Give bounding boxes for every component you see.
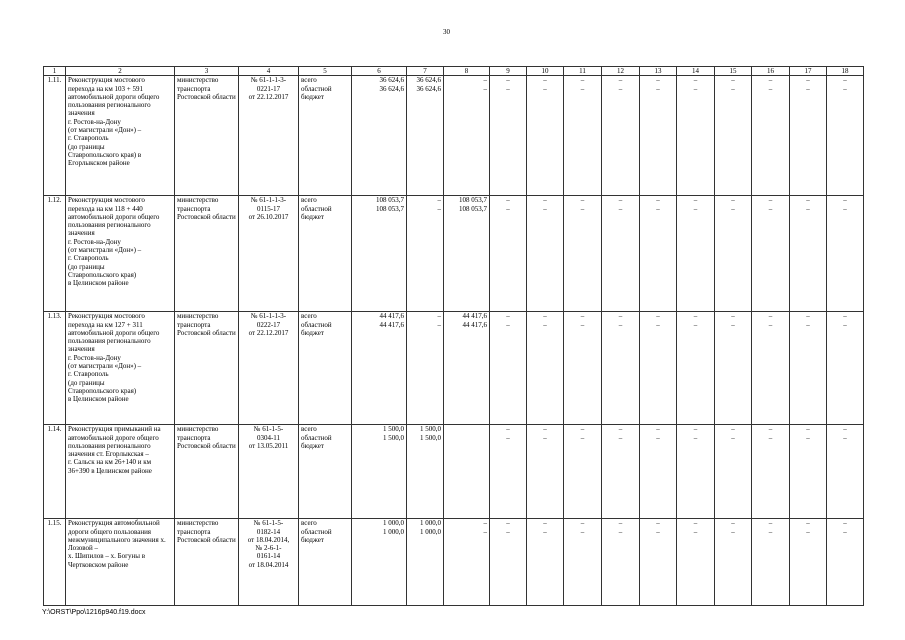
source-total: всего: [301, 196, 317, 205]
column-header: 17: [790, 67, 827, 76]
amount-total: 44 417,6: [379, 312, 404, 321]
amount-cell: [602, 519, 640, 606]
amount-total: 1 500,0: [383, 425, 404, 434]
column-header: 2: [66, 67, 175, 76]
amount-total: –: [693, 196, 698, 205]
amount-cell: [715, 519, 752, 606]
object-name: Реконструкция автомобильной дороги общего пользования межмуниципального значения х. Лозовой – х. Шипилов – х. Богуны в Чертковском районе: [66, 519, 175, 606]
amount-regional: 1 000,0: [383, 527, 404, 536]
amount-regional: 1 500,0: [420, 433, 441, 442]
amount-regional: –: [843, 320, 847, 329]
amount-total: 1 000,0: [420, 519, 441, 528]
amount-cell: [827, 76, 864, 196]
amount-regional: –: [693, 84, 698, 93]
table-row: [44, 196, 864, 312]
amount-regional: –: [731, 204, 735, 213]
amount-total: –: [543, 76, 547, 85]
amount-total: –: [768, 425, 773, 434]
amount-regional: 44 417,6: [379, 320, 404, 329]
amount-cell: [352, 196, 407, 312]
amount-regional: 108 053,7: [376, 204, 404, 213]
object-name: Реконструкция примыканий на автомобильной дороге общего пользования регионального значения ст. Егорлыкская – г. Сальск на км 26+140 и км 36+390 в Целинском районе: [66, 425, 175, 519]
amount-cell: [827, 312, 864, 425]
amount-cell: [602, 425, 640, 519]
executor: министерство транспорта Ростовской области: [175, 312, 239, 425]
column-header: 16: [752, 67, 790, 76]
amount-regional: 44 417,6: [462, 320, 487, 329]
amount-cell: [564, 519, 602, 606]
amount-total: –: [806, 519, 810, 528]
amount-regional: –: [693, 527, 698, 536]
amount-regional: –: [656, 527, 660, 536]
amount-total: –: [693, 76, 698, 85]
amount-cell: [407, 76, 444, 196]
amount-cell: [352, 76, 407, 196]
amount-cell: [527, 76, 564, 196]
amount-regional: –: [543, 320, 547, 329]
amount-total: –: [506, 312, 510, 321]
amount-regional: –: [656, 320, 660, 329]
amount-cell: [677, 425, 715, 519]
amount-cell: [490, 312, 527, 425]
amount-total: –: [506, 425, 510, 434]
amount-total: –: [768, 312, 773, 321]
source-regional: областной бюджет: [301, 204, 332, 221]
amount-cell: [352, 519, 407, 606]
amount-total: –: [843, 196, 847, 205]
amount-total: –: [437, 196, 441, 205]
table-row: [44, 312, 864, 425]
amount-cell: [407, 312, 444, 425]
amount-cell: [790, 425, 827, 519]
amount-regional: –: [768, 204, 773, 213]
column-header-row: [44, 67, 864, 76]
amount-cell: [490, 196, 527, 312]
amount-total: –: [843, 76, 847, 85]
amount-regional: –: [543, 433, 547, 442]
row-number: 1.12.: [44, 196, 66, 312]
amount-total: –: [656, 519, 660, 528]
amount-cell: [352, 312, 407, 425]
amount-cell: [564, 196, 602, 312]
amount-total: –: [768, 196, 773, 205]
amount-regional: –: [618, 204, 623, 213]
amount-regional: –: [806, 84, 810, 93]
page-number: 30: [443, 28, 450, 36]
amount-regional: –: [618, 320, 623, 329]
amount-cell: [752, 312, 790, 425]
amount-regional: 1 500,0: [383, 433, 404, 442]
amount-regional: –: [506, 84, 510, 93]
amount-cell: [527, 312, 564, 425]
executor: министерство транспорта Ростовской области: [175, 425, 239, 519]
funding-source: [299, 312, 352, 425]
amount-cell: [407, 519, 444, 606]
amount-regional: –: [806, 204, 810, 213]
amount-total: –: [806, 312, 810, 321]
amount-total: –: [656, 196, 660, 205]
amount-regional: –: [693, 320, 698, 329]
amount-cell: [602, 196, 640, 312]
amount-cell: [407, 425, 444, 519]
amount-cell: [640, 312, 677, 425]
funding-source: [299, 196, 352, 312]
amount-total: –: [543, 519, 547, 528]
amount-total: –: [580, 312, 585, 321]
amount-regional: –: [618, 433, 623, 442]
amount-total: –: [543, 425, 547, 434]
amount-cell: [640, 425, 677, 519]
column-header: 4: [239, 67, 299, 76]
amount-total: –: [580, 76, 585, 85]
amount-regional: [446, 434, 487, 442]
amount-regional: –: [618, 527, 623, 536]
amount-cell: [790, 196, 827, 312]
amount-regional: –: [543, 204, 547, 213]
amount-total: –: [580, 519, 585, 528]
amount-total: –: [843, 519, 847, 528]
amount-total: –: [506, 519, 510, 528]
amount-regional: –: [483, 84, 487, 93]
amount-regional: –: [656, 433, 660, 442]
amount-total: –: [506, 76, 510, 85]
amount-cell: [527, 425, 564, 519]
amount-regional: –: [656, 84, 660, 93]
amount-cell: [827, 519, 864, 606]
amount-cell: [715, 76, 752, 196]
amount-cell: [407, 196, 444, 312]
amount-total: –: [768, 76, 773, 85]
amount-regional: –: [580, 204, 585, 213]
amount-total: –: [731, 425, 735, 434]
amount-cell: [527, 196, 564, 312]
amount-regional: –: [543, 527, 547, 536]
budget-table: [43, 66, 864, 606]
amount-regional: –: [437, 320, 441, 329]
amount-regional: –: [693, 433, 698, 442]
amount-total: –: [731, 312, 735, 321]
column-header: 14: [677, 67, 715, 76]
amount-total: –: [580, 425, 585, 434]
table-row: [44, 76, 864, 196]
amount-cell: [352, 425, 407, 519]
amount-total: –: [618, 312, 623, 321]
amount-regional: –: [580, 527, 585, 536]
amount-total: 108 053,7: [376, 196, 404, 205]
amount-regional: 36 624,6: [379, 84, 404, 93]
amount-cell: [444, 196, 490, 312]
amount-cell: [677, 196, 715, 312]
amount-total: 1 000,0: [383, 519, 404, 528]
amount-total: 1 500,0: [420, 425, 441, 434]
amount-total: –: [543, 312, 547, 321]
amount-cell: [527, 519, 564, 606]
amount-cell: [752, 425, 790, 519]
document-ref: № 61-1-1-3- 0222-17 от 22.12.2017: [239, 312, 299, 425]
amount-cell: [490, 425, 527, 519]
amount-total: –: [693, 519, 698, 528]
amount-regional: –: [580, 84, 585, 93]
amount-cell: [564, 425, 602, 519]
column-header: 10: [527, 67, 564, 76]
amount-total: –: [580, 196, 585, 205]
amount-regional: –: [580, 433, 585, 442]
object-name: Реконструкция мостового перехода на км 103 + 591 автомобильной дороги общего пользования регионального значения г. Ростов-на-Дону (от магистрали «Дон») – г. Ставрополь (до границы Ставропольского края) в Егорлыкском районе: [66, 76, 175, 196]
amount-cell: [490, 76, 527, 196]
amount-total: –: [843, 425, 847, 434]
amount-regional: –: [543, 84, 547, 93]
object-name: Реконструкция мостового перехода на км 127 + 311 автомобильной дороги общего пользования регионального значения г. Ростов-на-Дону (от магистрали «Дон») – г. Ставрополь (до границы Ставропольского края) в Целинском районе: [66, 312, 175, 425]
funding-source: [299, 425, 352, 519]
document-ref: № 61-1-5- 0182-14 от 18.04.2014, № 2-6-1- 0161-14 от 18.04.2014: [239, 519, 299, 606]
amount-regional: –: [731, 433, 735, 442]
amount-cell: [602, 312, 640, 425]
source-total: всего: [301, 312, 317, 321]
amount-total: –: [483, 76, 487, 85]
amount-total: –: [543, 196, 547, 205]
amount-total: –: [437, 312, 441, 321]
source-regional: областной бюджет: [301, 320, 332, 337]
amount-cell: [677, 312, 715, 425]
amount-regional: –: [731, 527, 735, 536]
amount-cell: [677, 76, 715, 196]
document-ref: № 61-1-5- 0304-11 от 13.05.2011: [239, 425, 299, 519]
column-header: 12: [602, 67, 640, 76]
document-ref: № 61-1-1-3- 0115-17 от 26.10.2017: [239, 196, 299, 312]
column-header: 6: [352, 67, 407, 76]
amount-total: –: [693, 312, 698, 321]
amount-total: –: [806, 196, 810, 205]
amount-regional: –: [437, 204, 441, 213]
source-total: всего: [301, 76, 317, 85]
amount-cell: [715, 425, 752, 519]
row-number: 1.14.: [44, 425, 66, 519]
amount-total: –: [731, 76, 735, 85]
amount-total: 36 624,6: [379, 76, 404, 85]
amount-cell: [752, 76, 790, 196]
column-header: 1: [44, 67, 66, 76]
amount-regional: –: [506, 320, 510, 329]
amount-total: –: [656, 425, 660, 434]
amount-regional: –: [768, 433, 773, 442]
column-header: 3: [175, 67, 239, 76]
table-row: [44, 519, 864, 606]
amount-cell: [827, 425, 864, 519]
funding-source: [299, 519, 352, 606]
amount-regional: –: [731, 320, 735, 329]
file-path-footer: Y:\ORST\Ppo\1216p940.f19.docx: [42, 609, 146, 616]
column-header: 18: [827, 67, 864, 76]
amount-total: –: [656, 312, 660, 321]
amount-total: –: [843, 312, 847, 321]
amount-cell: [602, 76, 640, 196]
amount-total: –: [618, 519, 623, 528]
amount-total: –: [656, 76, 660, 85]
amount-regional: –: [731, 84, 735, 93]
amount-total: –: [731, 519, 735, 528]
amount-cell: [640, 76, 677, 196]
amount-regional: –: [580, 320, 585, 329]
amount-total: –: [618, 425, 623, 434]
document-ref: № 61-1-1-3- 0221-17 от 22.12.2017: [239, 76, 299, 196]
column-header: 13: [640, 67, 677, 76]
source-regional: областной бюджет: [301, 84, 332, 101]
amount-regional: 108 053,7: [459, 204, 487, 213]
amount-total: –: [483, 519, 487, 528]
amount-regional: –: [506, 204, 510, 213]
amount-total: –: [618, 196, 623, 205]
column-header: 15: [715, 67, 752, 76]
amount-regional: –: [618, 84, 623, 93]
amount-regional: –: [806, 527, 810, 536]
executor: министерство транспорта Ростовской области: [175, 196, 239, 312]
amount-cell: [790, 76, 827, 196]
amount-cell: [677, 519, 715, 606]
amount-total: –: [693, 425, 698, 434]
amount-regional: –: [693, 204, 698, 213]
amount-regional: –: [843, 433, 847, 442]
row-number: 1.13.: [44, 312, 66, 425]
table-row: [44, 425, 864, 519]
amount-cell: [790, 519, 827, 606]
amount-regional: –: [768, 320, 773, 329]
amount-cell: [444, 425, 490, 519]
funding-source: [299, 76, 352, 196]
amount-regional: 36 624,6: [416, 84, 441, 93]
amount-cell: [564, 76, 602, 196]
source-total: всего: [301, 425, 317, 434]
object-name: Реконструкция мостового перехода на км 118 + 440 автомобильной дороги общего пользования регионального значения г. Ростов-на-Дону (от магистрали «Дон») – г. Ставрополь (до границы Ставропольского края) в Целинском районе: [66, 196, 175, 312]
amount-cell: [827, 196, 864, 312]
amount-cell: [490, 519, 527, 606]
column-header: 9: [490, 67, 527, 76]
row-number: 1.15.: [44, 519, 66, 606]
amount-total: –: [768, 519, 773, 528]
executor: министерство транспорта Ростовской области: [175, 519, 239, 606]
amount-cell: [444, 76, 490, 196]
amount-regional: –: [843, 84, 847, 93]
amount-cell: [444, 312, 490, 425]
amount-total: 108 053,7: [459, 196, 487, 205]
amount-regional: –: [506, 527, 510, 536]
amount-regional: –: [843, 527, 847, 536]
amount-cell: [640, 196, 677, 312]
column-header: 11: [564, 67, 602, 76]
amount-total: –: [806, 76, 810, 85]
source-regional: областной бюджет: [301, 433, 332, 450]
amount-total: 36 624,6: [416, 76, 441, 85]
amount-regional: –: [806, 320, 810, 329]
amount-cell: [752, 519, 790, 606]
amount-regional: –: [768, 84, 773, 93]
source-total: всего: [301, 519, 317, 528]
amount-total: 44 417,6: [462, 312, 487, 321]
amount-regional: –: [806, 433, 810, 442]
amount-regional: –: [843, 204, 847, 213]
amount-cell: [640, 519, 677, 606]
amount-regional: –: [768, 527, 773, 536]
amount-regional: –: [656, 204, 660, 213]
amount-total: [446, 425, 487, 433]
amount-regional: –: [506, 433, 510, 442]
amount-cell: [790, 312, 827, 425]
amount-cell: [715, 196, 752, 312]
amount-cell: [752, 196, 790, 312]
amount-total: –: [618, 76, 623, 85]
amount-total: –: [506, 196, 510, 205]
column-header: 5: [299, 67, 352, 76]
row-number: 1.11.: [44, 76, 66, 196]
amount-total: –: [806, 425, 810, 434]
amount-cell: [564, 312, 602, 425]
column-header: 8: [444, 67, 490, 76]
source-regional: областной бюджет: [301, 527, 332, 544]
amount-cell: [715, 312, 752, 425]
executor: министерство транспорта Ростовской области: [175, 76, 239, 196]
amount-total: –: [731, 196, 735, 205]
amount-cell: [444, 519, 490, 606]
amount-regional: 1 000,0: [420, 527, 441, 536]
amount-regional: –: [483, 527, 487, 536]
column-header: 7: [407, 67, 444, 76]
